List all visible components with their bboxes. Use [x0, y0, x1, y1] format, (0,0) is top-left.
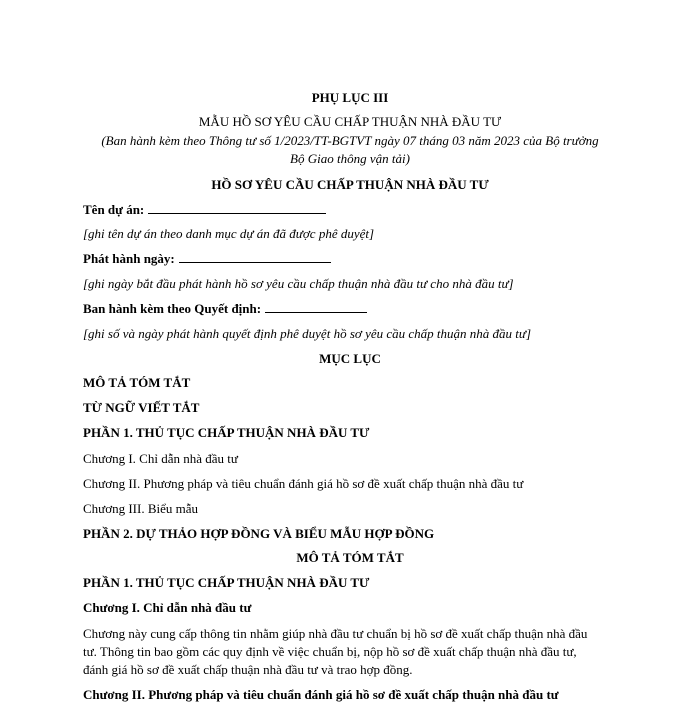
toc-item: PHẦN 1. THỦ TỤC CHẤP THUẬN NHÀ ĐẦU TƯ	[83, 425, 370, 440]
summary-chapter-1: Chương I. Chỉ dẫn nhà đầu tư	[83, 600, 252, 615]
project-name-field	[83, 202, 326, 218]
form-title: MẪU HỒ SƠ YÊU CẦU CHẤP THUẬN NHÀ ĐẦU TƯ	[198, 114, 502, 129]
issue-date-blank	[179, 251, 331, 263]
summary-part-1: PHẦN 1. THỦ TỤC CHẤP THUẬN NHÀ ĐẦU TƯ	[83, 575, 370, 590]
summary-chapter-2: Chương II. Phương pháp và tiêu chuẩn đánh giá hồ sơ đề xuất chấp thuận nhà đầu tư	[83, 687, 559, 702]
issued-note-line-2: Bộ Giao thông vận tải)	[290, 151, 410, 166]
toc-item: TỪ NGỮ VIẾT TẮT	[83, 400, 200, 415]
issue-date-field	[83, 251, 331, 267]
toc-item: MÔ TẢ TÓM TẮT	[83, 375, 191, 390]
project-name-hint: [ghi tên dự án theo danh mục dự án đã được phê duyệt]	[83, 226, 375, 241]
chapter-1-paragraph	[83, 625, 619, 679]
decision-field	[83, 301, 367, 317]
decision-hint: [ghi số và ngày phát hành quyết định phê duyệt hồ sơ yêu cầu chấp thuận nhà đầu tư]	[83, 326, 532, 341]
summary-heading: MÔ TẢ TÓM TẮT	[296, 550, 404, 565]
decision-label: Ban hành kèm theo Quyết định:	[83, 301, 262, 316]
decision-blank	[265, 301, 367, 313]
toc-item: PHẦN 2. DỰ THẢO HỢP ĐỒNG VÀ BIỂU MẪU HỢP ĐỒNG	[83, 526, 435, 541]
toc-item: Chương II. Phương pháp và tiêu chuẩn đánh giá hồ sơ đề xuất chấp thuận nhà đầu tư	[83, 476, 524, 491]
appendix-title: PHỤ LỤC III	[311, 90, 389, 105]
toc-item: Chương III. Biểu mẫu	[83, 501, 199, 516]
paragraph-line: đánh giá hồ sơ đề xuất chấp thuận nhà đầu tư và trao hợp đồng.	[83, 662, 413, 677]
issue-date-label: Phát hành ngày:	[83, 251, 175, 266]
toc-item: Chương I. Chỉ dẫn nhà đầu tư	[83, 451, 238, 466]
toc-heading: MỤC LỤC	[319, 351, 381, 366]
project-name-blank	[148, 202, 326, 214]
project-name-label: Tên dự án:	[83, 202, 145, 217]
paragraph-line: tư. Thông tin bao gồm các quy định về việc chuẩn bị, nộp hồ sơ đề xuất chấp thuận nhà đầu tư,	[83, 644, 577, 659]
document-title: HỒ SƠ YÊU CẦU CHẤP THUẬN NHÀ ĐẦU TƯ	[211, 177, 489, 192]
paragraph-line: Chương này cung cấp thông tin nhằm giúp nhà đầu tư chuẩn bị hồ sơ đề xuất chấp thuận nhà đầu	[83, 626, 588, 641]
issue-date-hint: [ghi ngày bắt đầu phát hành hồ sơ yêu cầu chấp thuận nhà đầu tư cho nhà đầu tư]	[83, 276, 514, 291]
issued-note-line-1: (Ban hành kèm theo Thông tư số 1/2023/TT-BGTVT ngày 07 tháng 03 năm 2023 của Bộ trưởng	[101, 133, 599, 148]
